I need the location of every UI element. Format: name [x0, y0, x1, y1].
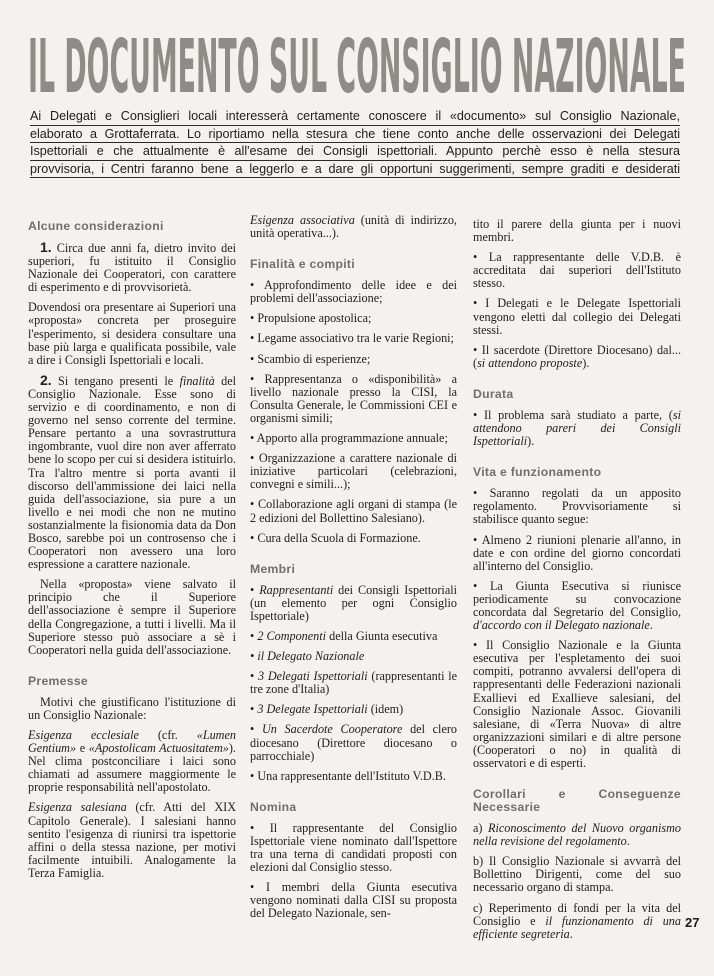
page-title — [28, 30, 688, 100]
list-item: • I Delegati e le Delegate Ispettoriali vengono eletti dal collegio dei Delegati stessi. — [473, 296, 681, 337]
list-item: • Scambio di esperienze; — [250, 351, 371, 366]
list-item: b) Il Consiglio Nazionale si avvarrà del Bollettino Dirigenti, come del suo necessario organo di stampa. — [473, 854, 681, 895]
list-item: • Almeno 2 riunioni plenarie all'anno, in date e con ordine del giorno concordati all'interno del Consiglio. — [473, 532, 681, 573]
intro-line: elaborato a Grottaferrata. Lo riportiamo nella stesura che tiene conto anche delle osservazioni dei Delegati — [30, 126, 680, 144]
intro-paragraph — [30, 108, 680, 178]
list-item: • 3 Delegate Ispettoriali (idem) — [250, 702, 404, 717]
list-item: • Il problema sarà studiato a parte, (si attendono pareri dei Consigli Ispettoriali). — [473, 407, 681, 449]
paragraph: Dovendosi ora presentare ai Superiori una «proposta» concreta per proseguire l'esperimento, si desidera consultare una base più larga e qualificata possibile, vale a dire i Consigli Ispettoriali e locali. — [28, 300, 236, 367]
heading-durata: Durata — [473, 386, 514, 401]
paragraph: Esigenza salesiana (cfr. Atti del XIX Capitolo Generale). I salesiani hanno sentito l'esigenza di riunirsi tra ispettorie affini o della stessa nazione, per motivi facilmente intuibili. Analogamente la Terza Famiglia. — [28, 800, 236, 880]
list-item: • Il Consiglio Nazionale e la Giunta esecutiva per l'espletamento dei suoi compiti, potranno avvalersi dell'opera di rappresentanti delle Federazioni nazionali Exallievi ed Exallieve salesiani, del Consiglio Nazionale Assoc. Giovanili salesiane, di «Terra Nuova» di altre organizzazioni similari e di altre persone (Cooperatori o no) in qualità di osservatori e di esperti. — [473, 638, 681, 770]
list-item: • Collaborazione agli organi di stampa (le 2 edizioni del Bollettino Salesiano). — [250, 497, 457, 525]
list-item: • Approfondimento delle idee e dei problemi dell'associazione; — [250, 278, 457, 306]
list-item: • il Delegato Nazionale — [250, 649, 365, 664]
list-item: c) Reperimento di fondi per la vita del Consiglio e il funzionamento di una efficiente segreteria. — [473, 900, 681, 941]
paragraph: Esigenza associativa (unità di indirizzo, unità operativa...). — [250, 213, 457, 241]
column-2 — [250, 214, 457, 927]
intro-line: Ai Delegati e Consiglieri locali interesserà certamente conoscere il «documento» sul Consiglio Nazionale, — [30, 108, 680, 126]
list-item: • Rappresentanti dei Consigli Ispettoriali (un elemento per ogni Consiglio Ispettoriale) — [250, 582, 457, 623]
list-item: • Saranno regolati da un apposito regolamento. Provvisoriamente si stabilisce quanto segue: — [473, 486, 681, 527]
heading-corollari: Corollari e Conseguenze Necessarie — [473, 787, 681, 815]
heading-vita: Vita e funzionamento — [473, 465, 602, 480]
heading-nomina: Nomina — [250, 799, 297, 814]
paragraph: 2. Si tengano presenti le finalità del Consiglio Nazionale. Esse sono di servizio e di coordinamento, e non di governo nel senso corrente del termine. Pensare pertanto a una sovrastruttura ingombrante, vuol dire non aver afferrato bene lo scopo per cui si desidera istituirlo. Tra l'altro mentre si porta avanti il discorso dell'ammissione dei laici nella guida dell'associazione, sia pure a un livello e nei modi che non ne mutino sostanzialmente la fisionomia data da Don Bosco, sarebbe poi un controsenso che i Cooperatori non avessero una loro espressione a carattere nazionale. — [28, 371, 237, 572]
intro-line: provvisoria, i Centri faranno bene a leggerlo e a dare gli opportuni suggerimenti, sempre graditi e desiderati — [30, 161, 680, 179]
list-item: • Organizzazione a carattere nazionale di iniziative particolari (celebrazioni, convegni e simili...); — [250, 451, 457, 492]
paragraph: tito il parere della giunta per i nuovi membri. — [473, 217, 681, 245]
list-item: • Propulsione apostolica; — [250, 311, 372, 326]
paragraph: Esigenza ecclesiale (cfr. «Lumen Gentium» e «Apostolicam Actuositatem»). Nel clima postconciliare i laici sono chiamati ad assumere maggiormente le proprie responsabilità nell'apostolato. — [28, 728, 236, 795]
list-item: • Il sacerdote (Direttore Diocesano) dal... (si attendono proposte). — [473, 342, 681, 370]
list-item: • 2 Componenti della Giunta esecutiva — [250, 628, 438, 643]
heading-premesse: Premesse — [28, 673, 88, 688]
list-item: a) Riconoscimento del Nuovo organismo nella revisione del regolamento. — [473, 821, 682, 849]
intro-line: Ispettoriali e che attualmente è all'esame dei Consigli ispettoriali. Appunto perchè esso è nella stesura — [30, 143, 680, 161]
list-item: • Rappresentanza o «disponibilità» a livello nazionale presso la CISI, la Consulta Generale, le Commissioni CEI e organismi simili; — [250, 371, 457, 425]
page-number: 27 — [685, 915, 700, 930]
heading-membri: Membri — [250, 561, 296, 576]
heading-finalita: Finalità e compiti — [250, 257, 355, 272]
list-item: • La Giunta Esecutiva si riunisce periodicamente su convocazione concordata dal Segretario del Consiglio, d'accordo con il Delegato nazionale. — [473, 578, 681, 633]
column-1 — [28, 214, 236, 887]
paragraph: Nella «proposta» viene salvato il principio che il Superiore dell'associazione è sempre il Superiore della Congregazione, a tutti i livelli. Ma il Superiore stesso può associare a sè i Cooperatori nella guida dell'associazione. — [28, 577, 236, 657]
list-item: • La rappresentante delle V.D.B. è accreditata dai superiori dell'Istituto stesso. — [473, 250, 681, 291]
list-item: • Il rappresentante del Consiglio Ispettoriale viene nominato dall'Ispettore tra una terna di candidati proposti con elezioni dal Consiglio stesso. — [250, 820, 457, 875]
list-item: • Cura della Scuola di Formazione. — [250, 530, 421, 545]
list-item: • Un Sacerdote Cooperatore del clero diocesano (Direttore diocesano o parrocchiale) — [250, 722, 458, 763]
list-item: • 3 Delegati Ispettoriali (rappresentanti le tre zone d'Italia) — [250, 669, 457, 697]
column-3 — [473, 218, 681, 948]
list-item: • Una rappresentante dell'Istituto V.D.B. — [250, 768, 446, 783]
list-item: • I membri della Giunta esecutiva vengono nominati dalla CISI su proposta del Delegato Nazionale, sen- — [250, 880, 457, 921]
list-item: • Apporto alla programmazione annuale; — [250, 431, 448, 446]
paragraph: Motivi che giustificano l'istituzione di un Consiglio Nazionale: — [28, 694, 236, 722]
heading-considerazioni: Alcune considerazioni — [28, 219, 164, 233]
paragraph: 1. Circa due anni fa, dietro invito dei superiori, fu istituito il Consiglio Nazionale dei Cooperatori, con carattere di esperimento e di provvisorietà. — [28, 239, 237, 295]
title-text: IL DOCUMENTO SUL CONSIGLIO NAZIONALE — [28, 30, 686, 100]
list-item: • Legame associativo tra le varie Regioni; — [250, 331, 454, 346]
